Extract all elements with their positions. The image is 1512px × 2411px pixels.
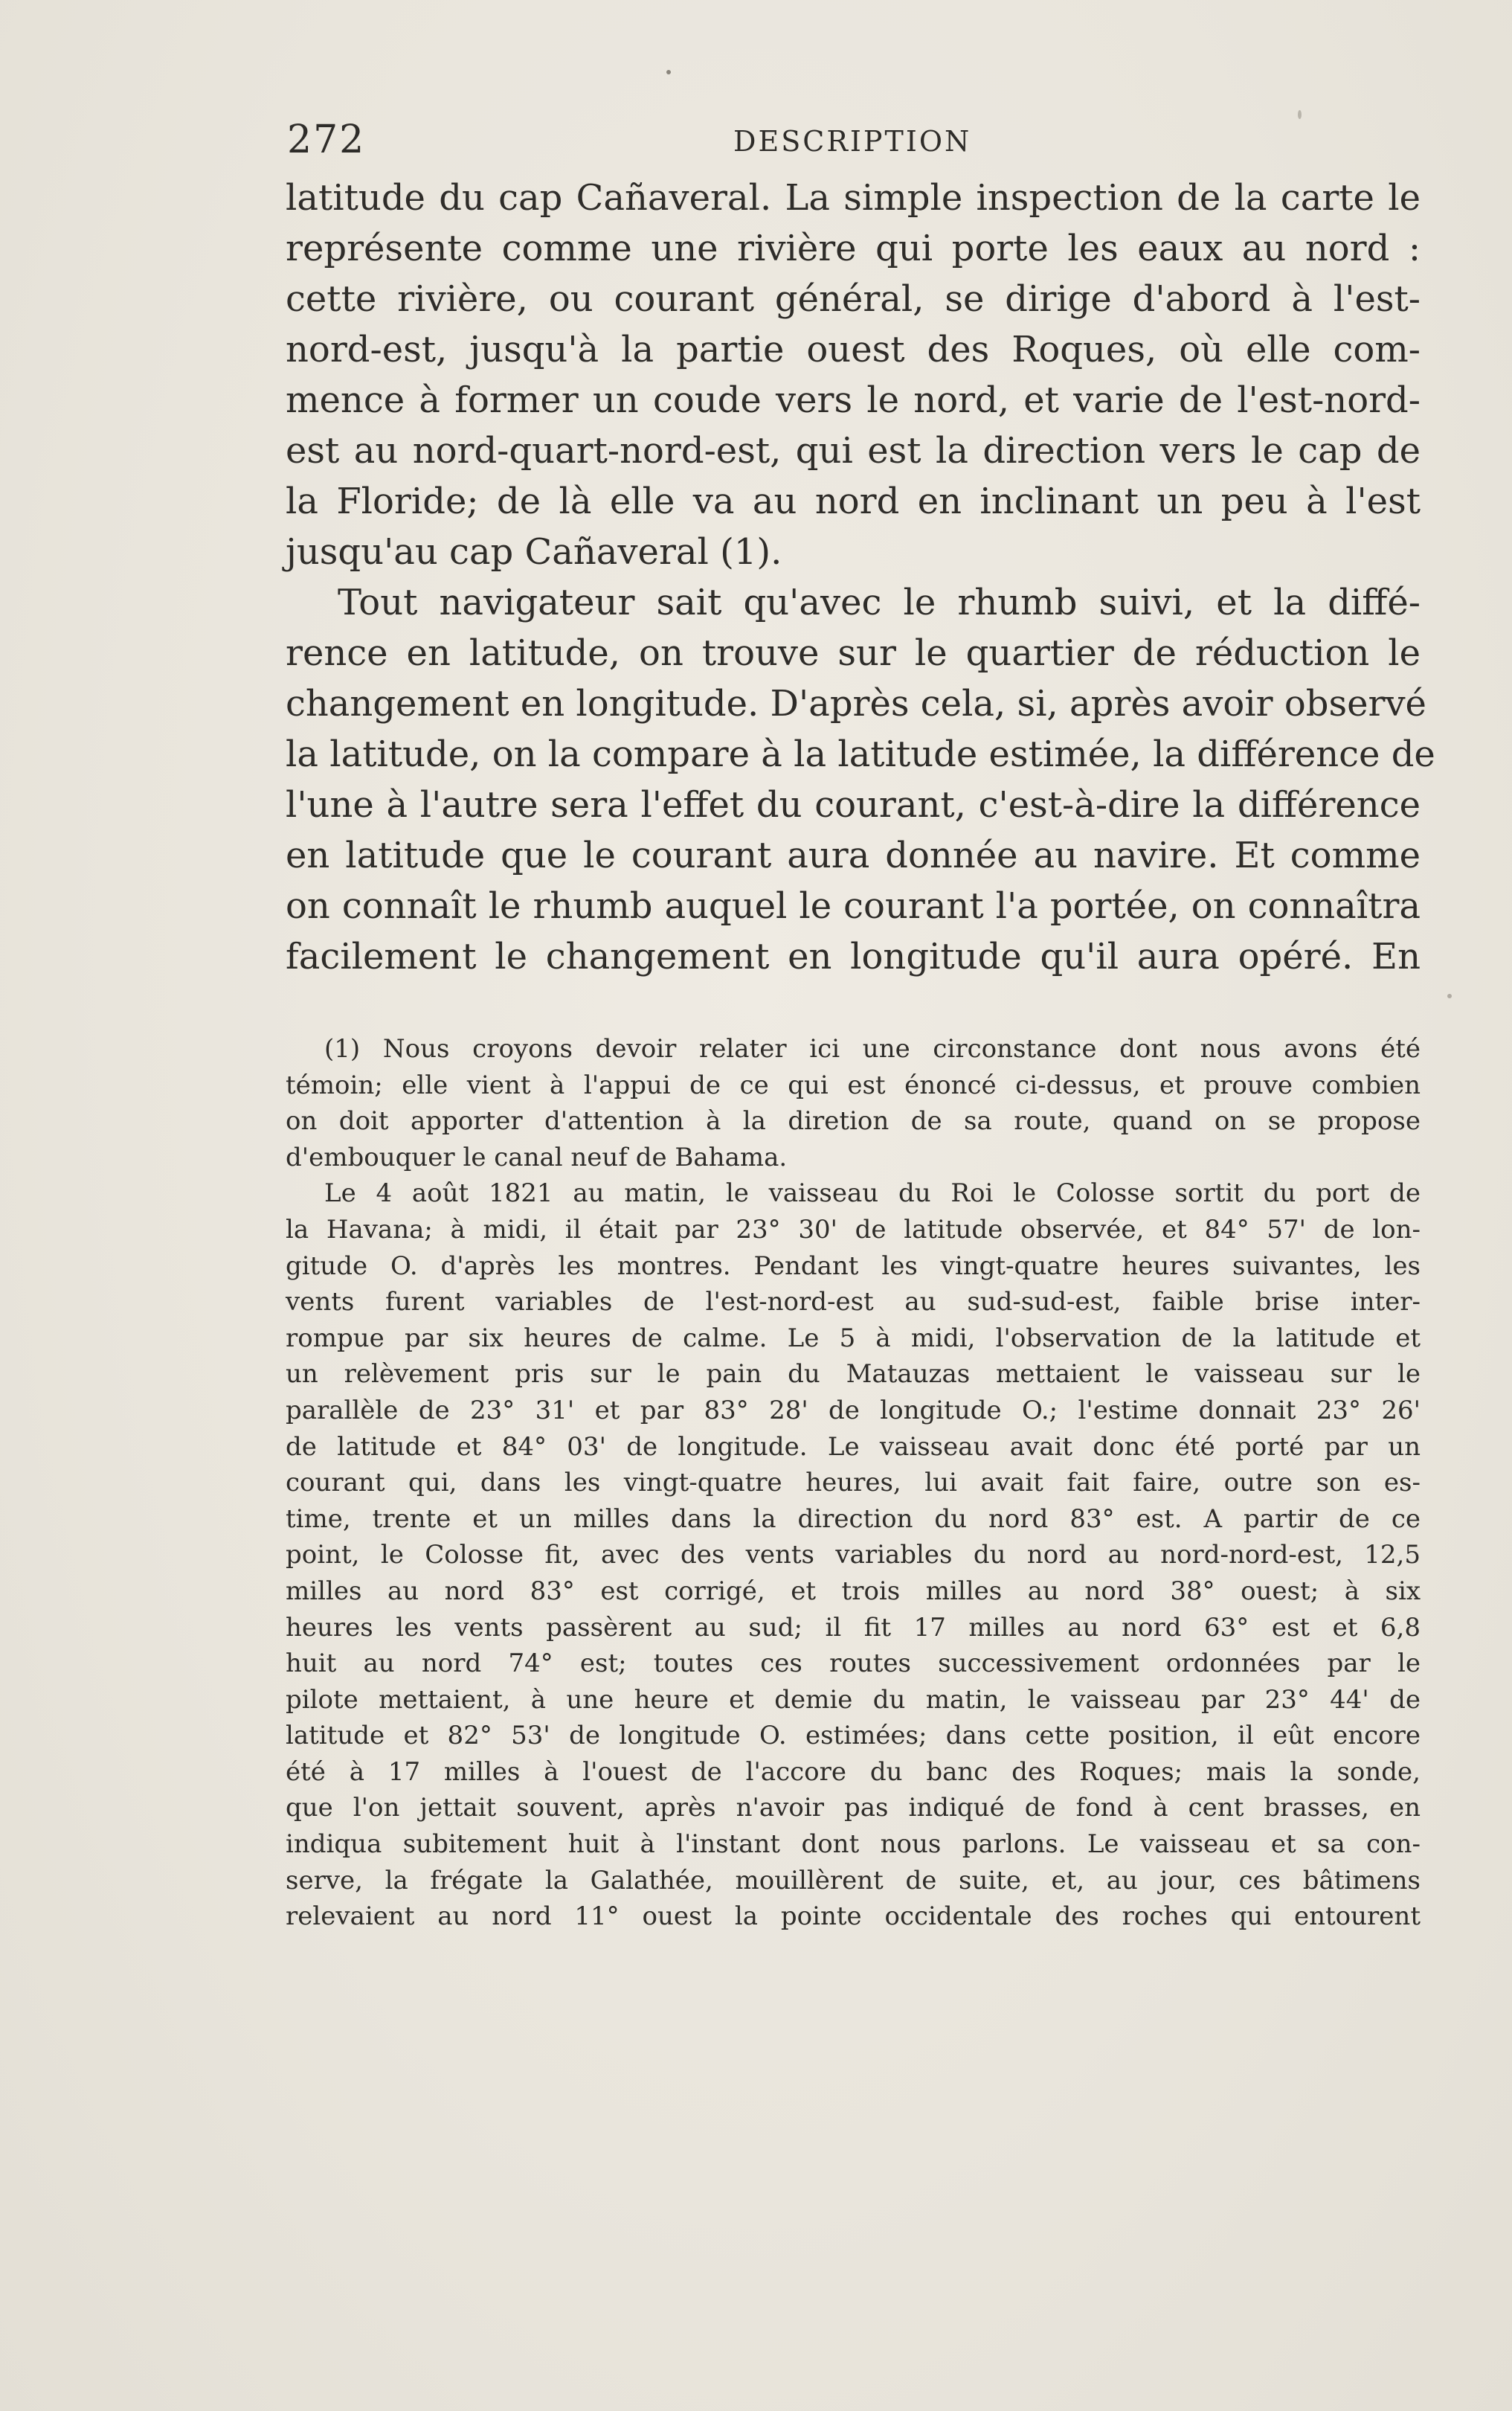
footnote-line: on doit apporter d'attention à la diretion de sa route, quand on se propose: [286, 1106, 1421, 1137]
footnote-line: latitude et 82° 53' de longitude O. estimées; dans cette position, il eût encore: [286, 1721, 1421, 1751]
footnote-line: rompue par six heures de calme. Le 5 à midi, l'observation de la latitude et: [286, 1323, 1421, 1353]
footnote-line: huit au nord 74° est; toutes ces routes successivement ordonnées par le: [286, 1648, 1421, 1679]
text-line: Tout navigateur sait qu'avec le rhumb suivi, et la diffé-: [338, 582, 1421, 623]
footnote-line: milles au nord 83° est corrigé, et trois milles au nord 38° ouest; à six: [286, 1576, 1421, 1606]
footnote-line: d'embouquer le canal neuf de Bahama.: [286, 1142, 788, 1172]
footnote-line: point, le Colosse fit, avec des vents variables du nord au nord-nord-est, 12,5: [286, 1540, 1421, 1570]
footnote-line: heures les vents passèrent au sud; il fit 17 milles au nord 63° est et 6,8: [286, 1612, 1421, 1643]
text-line: est au nord-quart-nord-est, qui est la direction vers le cap de: [286, 430, 1421, 472]
ink-speck: [1447, 994, 1452, 998]
footnote-line: que l'on jettait souvent, après n'avoir pas indiqué de fond à cent brasses, en: [286, 1793, 1421, 1823]
footnote-line: un relèvement pris sur le pain du Matauzas mettaient le vaisseau sur le: [286, 1359, 1421, 1390]
footnote-line: pilote mettaient, à une heure et demie du matin, le vaisseau par 23° 44' de: [286, 1684, 1421, 1715]
ink-speck: [666, 70, 671, 74]
footnote-line: gitude O. d'après les montres. Pendant les vingt-quatre heures suivantes, les: [286, 1251, 1421, 1281]
page-number: 272: [287, 118, 366, 162]
footnote-line: parallèle de 23° 31' et par 83° 28' de longitude O.; l'estime donnait 23° 26': [286, 1395, 1421, 1425]
footnote-line: (1) Nous croyons devoir relater ici une circonstance dont nous avons été: [324, 1034, 1421, 1064]
text-line: rence en latitude, on trouve sur le quartier de réduction le: [286, 632, 1421, 674]
footnote-line: vents furent variables de l'est-nord-est au sud-sud-est, faible brise inter-: [286, 1287, 1421, 1317]
text-line: facilement le changement en longitude qu'il aura opéré. En: [286, 936, 1421, 977]
footnote-line: été à 17 milles à l'ouest de l'accore du banc des Roques; mais la sonde,: [286, 1756, 1421, 1787]
text-line: la Floride; de là elle va au nord en inclinant un peu à l'est: [286, 481, 1421, 522]
footnote-line: Le 4 août 1821 au matin, le vaisseau du Roi le Colosse sortit du port de: [324, 1178, 1421, 1209]
footnote-line: courant qui, dans les vingt-quatre heures, lui avait fait faire, outre son es-: [286, 1468, 1421, 1498]
text-line: mence à former un coude vers le nord, et varie de l'est-nord-: [286, 379, 1421, 421]
running-title: DESCRIPTION: [733, 125, 972, 158]
footnote-line: serve, la frégate la Galathée, mouillèrent de suite, et, au jour, ces bâtimens: [286, 1865, 1421, 1895]
text-line: changement en longitude. D'après cela, si, après avoir observé: [286, 683, 1426, 725]
footnote-line: témoin; elle vient à l'appui de ce qui est énoncé ci-dessus, et prouve combien: [286, 1070, 1421, 1100]
text-line: jusqu'au cap Cañaveral (1).: [286, 531, 782, 573]
footnote-line: time, trente et un milles dans la direction du nord 83° est. A partir de ce: [286, 1503, 1421, 1534]
footnote-line: de latitude et 84° 03' de longitude. Le vaisseau avait donc été porté par un: [286, 1431, 1421, 1462]
footnote-line: la Havana; à midi, il était par 23° 30' de latitude observée, et 84° 57' de lon-: [286, 1214, 1421, 1245]
text-line: la latitude, on la compare à la latitude estimée, la différence de: [286, 733, 1435, 775]
text-line: représente comme une rivière qui porte les eaux au nord :: [286, 228, 1421, 269]
text-line: on connaît le rhumb auquel le courant l'a portée, on connaîtra: [286, 885, 1421, 927]
footnote-block: [286, 1031, 1421, 1935]
footnote-line: indiqua subitement huit à l'instant dont nous parlons. Le vaisseau et sa con-: [286, 1829, 1421, 1860]
text-line: nord-est, jusqu'à la partie ouest des Roques, où elle com-: [286, 329, 1421, 370]
main-text-block: [286, 173, 1435, 982]
text-line: cette rivière, ou courant général, se dirige d'abord à l'est-: [286, 278, 1421, 320]
text-line: l'une à l'autre sera l'effet du courant, c'est-à-dire la différence: [286, 784, 1421, 826]
text-line: latitude du cap Cañaveral. La simple inspection de la carte le: [286, 177, 1421, 219]
page-header: [287, 118, 1432, 162]
text-line: en latitude que le courant aura donnée au navire. Et comme: [286, 835, 1421, 876]
footnote-line: relevaient au nord 11° ouest la pointe occidentale des roches qui entourent: [286, 1901, 1421, 1932]
